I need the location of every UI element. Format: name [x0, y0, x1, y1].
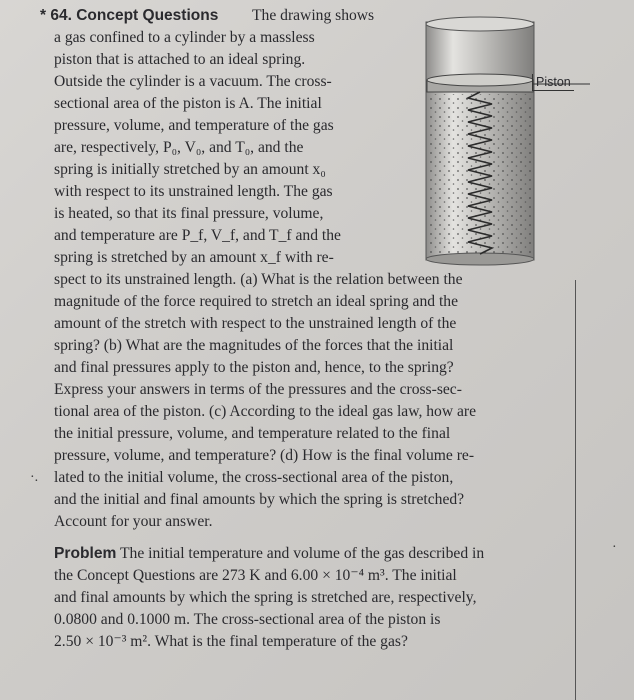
problem-heading — [40, 7, 218, 25]
concept-line-1: a gas confined to a cylinder by a massless — [54, 29, 315, 46]
piston-label: Piston — [532, 74, 574, 91]
piston-disk — [427, 74, 533, 92]
problem-label: Problem — [54, 545, 117, 562]
concept-line-10: and temperature are P_f, V_f, and T_f and the — [54, 227, 341, 244]
problem-line-3: 0.0800 and 0.1000 m. The cross-sectional area of the piston is — [54, 611, 441, 628]
margin-rule — [575, 280, 576, 700]
concept-line-7: spring is initially stretched by an amount x₀ — [54, 161, 326, 178]
problem-line-2: and final amounts by which the spring is stretched are, respectively, — [54, 589, 477, 606]
concept-line-16: and final pressures apply to the piston and, hence, to the spring? — [54, 359, 454, 376]
concept-line-13: magnitude of the force required to stretch an ideal spring and the — [54, 293, 458, 310]
problem-line-4: 2.50 × 10⁻³ m². What is the final temperature of the gas? — [54, 633, 408, 650]
concept-line-3: Outside the cylinder is a vacuum. The cross- — [54, 73, 332, 90]
concept-line-0: The drawing shows — [252, 7, 375, 24]
concept-line-21: lated to the initial volume, the cross-sectional area of the piston, — [54, 469, 454, 486]
concept-line-4: sectional area of the piston is A. The initial — [54, 95, 322, 112]
concept-line-5: pressure, volume, and temperature of the gas — [54, 117, 334, 134]
concept-line-9: is heated, so that its final pressure, volume, — [54, 205, 324, 222]
concept-line-23: Account for your answer. — [54, 513, 213, 530]
concept-line-20: pressure, volume, and temperature? (d) How is the final volume re- — [54, 447, 475, 464]
problem-line-0 — [54, 544, 484, 564]
gas-region — [428, 94, 532, 254]
page-speck-right: · — [612, 540, 617, 555]
problem-line-1: the Concept Questions are 273 K and 6.00 × 10⁻⁴ m³. The initial — [54, 567, 457, 584]
concept-line-22: and the initial and final amounts by which the spring is stretched? — [54, 491, 465, 508]
concept-line-12: spect to its unstrained length. (a) What is the relation between the — [54, 271, 463, 288]
concept-line-18: tional area of the piston. (c) According to the ideal gas law, how are — [54, 403, 477, 420]
concept-line-19: the initial pressure, volume, and temperature related to the final — [54, 425, 451, 442]
concept-line-11: spring is stretched by an amount x_f with re- — [54, 249, 334, 266]
concept-line-17: Express your answers in terms of the pressures and the cross-sec- — [54, 381, 462, 398]
challenge-star: * — [40, 7, 47, 24]
concept-line-8: with respect to its unstrained length. The gas — [54, 183, 333, 200]
concept-line-6: are, respectively, P₀, V₀, and T₀, and the — [54, 139, 304, 156]
cylinder-figure — [420, 16, 590, 266]
problem-number-title: 64. Concept Questions — [50, 7, 219, 24]
concept-line-2: piston that is attached to an ideal spring. — [54, 51, 306, 68]
concept-line-14: amount of the stretch with respect to the unstrained length of the — [54, 315, 457, 332]
concept-line-15: spring? (b) What are the magnitudes of the forces that the initial — [54, 337, 454, 354]
page-speck: ·. — [30, 470, 39, 485]
problem-line-0-text: The initial temperature and volume of the gas described in — [120, 545, 485, 562]
